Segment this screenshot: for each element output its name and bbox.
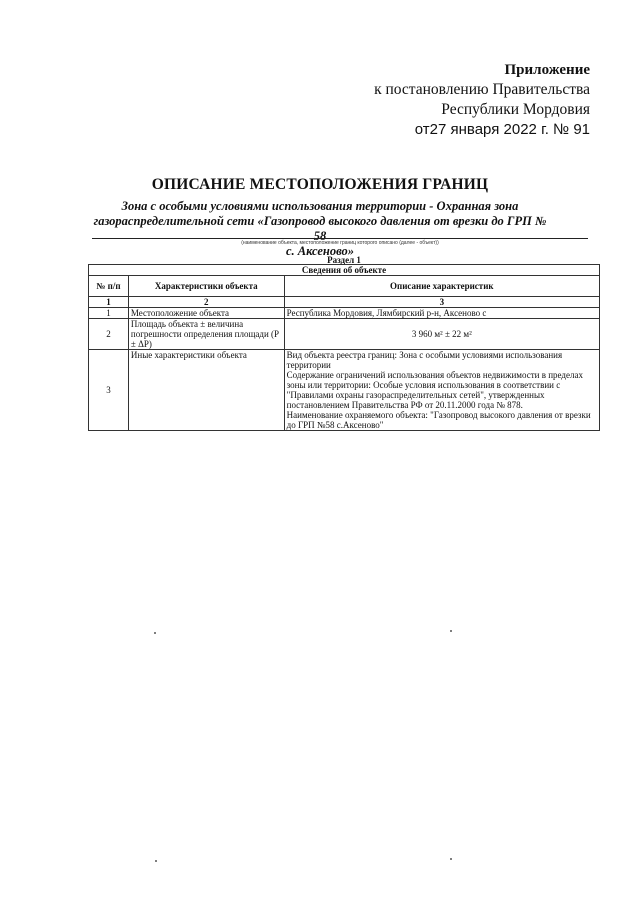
column-number-3: 3 [284,297,599,308]
row-characteristic: Местоположение объекта [128,308,284,319]
scan-speck [450,630,452,632]
row-description [284,350,599,431]
header-characteristics: Характеристики объекта [128,276,284,297]
decree-number: 91 [573,121,590,138]
subtitle-line-1: Зона с особыми условиями использования территории - Охранная зона [121,199,519,213]
row-number: 2 [89,319,129,350]
description-line: Вид объекта реестра границ: Зона с особыми условиями использования территории [286,350,563,370]
appendix-block [374,60,590,140]
row-characteristic: Площадь объекта ± величина погрешности определения площади (Р ± ΔР) [128,319,284,350]
header-number: № п/п [89,276,129,297]
row-characteristic: Иные характеристики объекта [128,350,284,431]
table-row [89,308,600,319]
scan-speck [450,858,452,860]
scan-speck [154,632,156,634]
description-line: Содержание ограничений использования объектов недвижимости в пределах зоны или территории: Особые условия использования в соответствии с "Правилами охраны газораспределительных сетей", утвержденных постановлением Правительства РФ от 20.11.2000 года № 878. [286,370,583,410]
subtitle-line-2: газораспределительной сети «Газопровод высокого давления от врезки до ГРП № 58 [93,214,547,243]
column-number-1: 1 [89,297,129,308]
scan-speck [155,860,157,862]
column-number-row [89,297,600,308]
date-prefix: от [414,121,430,138]
table-caption-row [89,265,600,276]
appendix-title: Приложение [504,62,590,78]
row-number: 3 [89,350,129,431]
appendix-line-2: Республики Мордовия [441,101,590,118]
heading-note: (наименование объекта, местоположение границ которого описано (далее - объект)) [241,240,439,246]
section-title: Раздел 1 [327,255,361,265]
subtitle-line-3: с. Аксеново» [285,244,355,258]
description-line: Наименование охраняемого объекта: "Газопровод высокого давления от врезки до ГРП №58 с.Аксеново" [286,410,591,430]
table-header-row [89,276,600,297]
date-value: 27 января 2022 [429,121,537,138]
document-heading [92,176,548,259]
document-title: ОПИСАНИЕ МЕСТОПОЛОЖЕНИЯ ГРАНИЦ [151,176,489,193]
date-suffix: г. № [541,121,570,138]
document-subtitle [92,199,548,259]
header-description: Описание характеристик [284,276,599,297]
table-row [89,350,600,431]
column-number-2: 2 [128,297,284,308]
row-description: Республика Мордовия, Лямбирский р-н, Аксеново с [284,308,599,319]
object-info-table [88,264,600,431]
row-number: 1 [89,308,129,319]
heading-underline [92,238,588,239]
table-row [89,319,600,350]
appendix-line-1: к постановлению Правительства [374,81,590,98]
appendix-date-line [374,120,590,140]
table-caption: Сведения об объекте [89,265,600,276]
row-description: 3 960 м² ± 22 м² [284,319,599,350]
